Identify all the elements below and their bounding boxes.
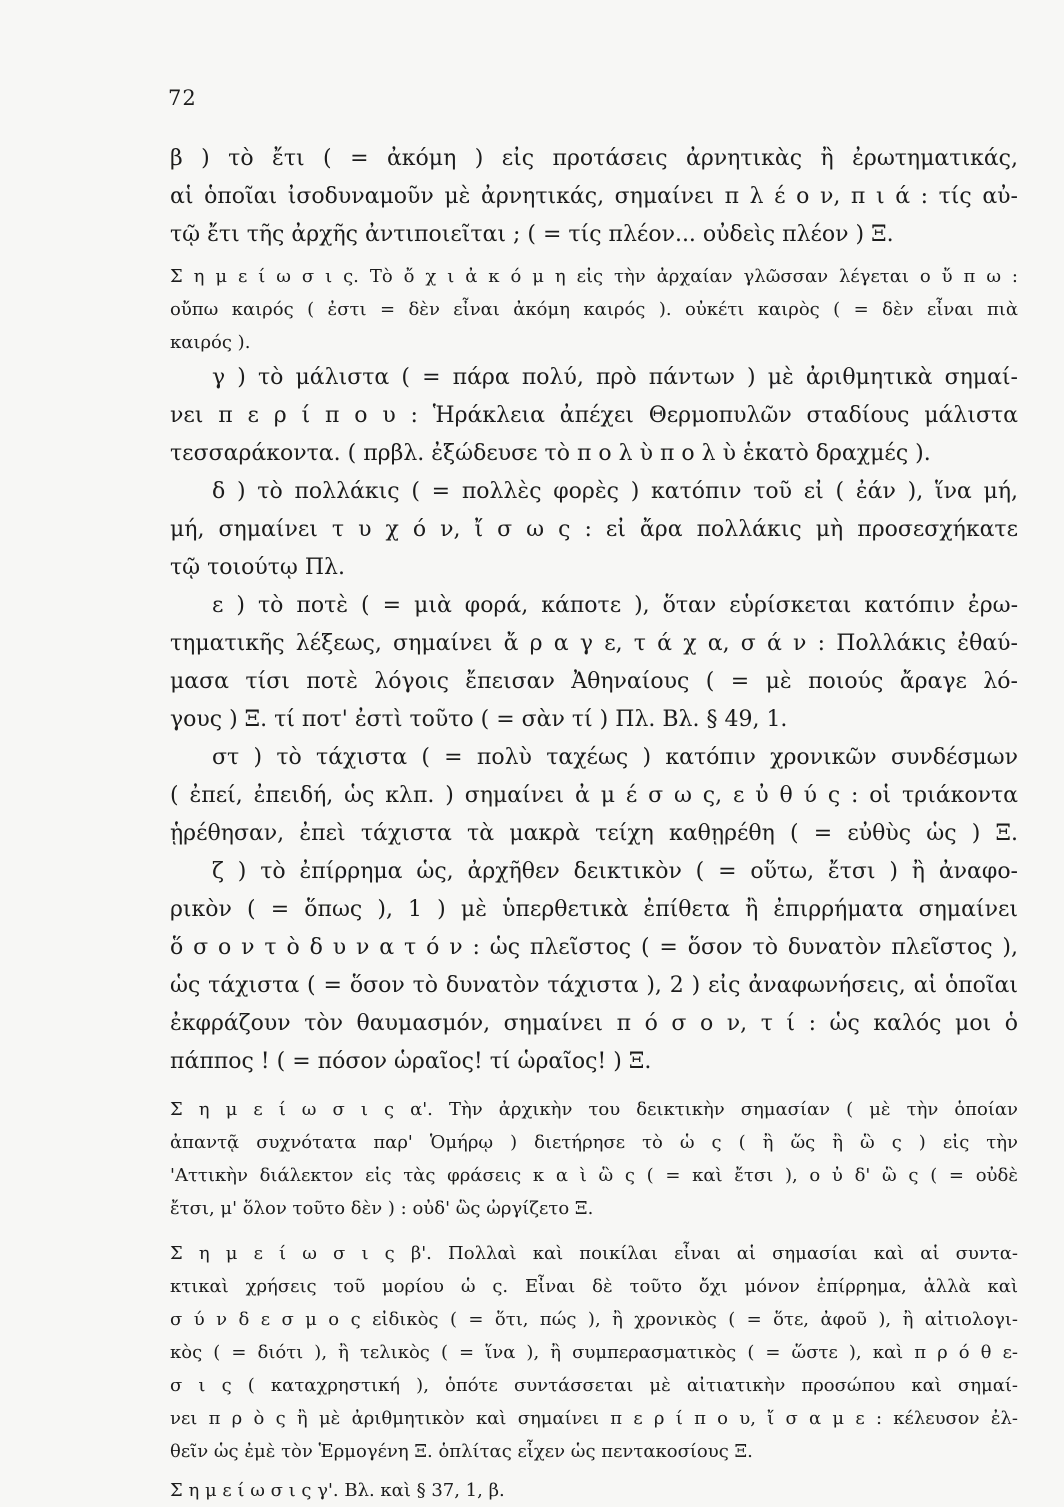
- text-line: ὡς τάχιστα ( = ὅσον τὸ δυνατὸν τάχιστα ), 2 ) εἰς ἀναφωνήσεις, αἱ ὁποῖαι: [170, 973, 1018, 998]
- text-line: ὅ σ ο ν τ ὸ δ υ ν α τ ό ν : ὡς πλεῖστος ( = ὅσον τὸ δυνατὸν πλεῖστος ),: [170, 935, 1018, 960]
- text-line: στ ) τὸ τάχιστα ( = πολὺ ταχέως ) κατόπιν χρονικῶν συνδέσμων: [212, 745, 1018, 770]
- paragraph-gap: [170, 1225, 1018, 1237]
- text-line: τεσσαράκοντα. ( πρβλ. ἐξώδευσε τὸ π ο λ ὺ π ο λ ὺ ἑκατὸ δραχμές ).: [170, 441, 931, 466]
- note-block: [170, 260, 1018, 359]
- text-line: γους ) Ξ. τί ποτ' ἐστὶ τοῦτο ( = σὰν τί ) Πλ. Βλ. § 49, 1.: [170, 707, 788, 732]
- text-line: ζ ) τὸ ἐπίρρημα ὡς, ἀρχῆθεν δεικτικὸν ( = οὕτω, ἔτσι ) ἢ ἀναφο-: [212, 859, 1018, 884]
- text-line: τῷ τοιούτῳ Πλ.: [170, 555, 345, 580]
- text-line: δ ) τὸ πολλάκις ( = πολλὲς φορὲς ) κατόπιν τοῦ εἰ ( ἐάν ), ἵνα μή,: [212, 479, 1018, 504]
- text-line: τηματικῆς λέξεως, σημαίνει ἄ ρ α γ ε, τ ά χ α, σ ά ν : Πολλάκις ἐθαύ-: [170, 631, 1018, 656]
- note-line: ἀπαντᾷ συχνότατα παρ' Ὁμήρῳ ) διετήρησε τὸ ὡ ς ( ἢ ὥς ἢ ὣ ς ) εἰς τὴν: [170, 1132, 1018, 1153]
- text-line: γ ) τὸ μάλιστα ( = πάρα πολύ, πρὸ πάντων ) μὲ ἀριθμητικὰ σημαί-: [212, 365, 1018, 390]
- text-line: ᾑρέθησαν, ἐπεὶ τάχιστα τὰ μακρὰ τείχη καθῃρέθη ( = εὐθὺς ὡς ) Ξ.: [170, 821, 1018, 846]
- note-line: Σ η μ ε ί ω σ ι ς β'. Πολλαὶ καὶ ποικίλαι εἶναι αἱ σημασίαι καὶ αἱ συντα-: [170, 1243, 1018, 1264]
- note-line: ἔτσι, μ' ὅλον τοῦτο δὲν ) : οὐδ' ὣς ὠργίζετο Ξ.: [170, 1198, 594, 1219]
- text-line: τῷ ἔτι τῆς ἀρχῆς ἀντιποιεῖται ; ( = τίς πλέον... οὐδεὶς πλέον ) Ξ.: [170, 222, 894, 247]
- note-line: νει π ρ ὸ ς ἢ μὲ ἀριθμητικὸν καὶ σημαίνει π ε ρ ί π ο υ, ἴ σ α μ ε : κέλευσον ἐλ-: [170, 1408, 1018, 1429]
- note-line: Σ η μ ε ί ω σ ι ς. Τὸ ὄ χ ι ἀ κ ό μ η εἰς τὴν ἀρχαίαν γλῶσσαν λέγεται ο ὔ π ω :: [170, 266, 1018, 287]
- text-line: μασα τίσι ποτὲ λόγοις ἔπεισαν Ἀθηναίους ( = μὲ ποιούς ἄραγε λό-: [170, 669, 1018, 694]
- note-line: σ ι ς ( καταχρηστική ), ὁπότε συντάσσεται μὲ αἰτιατικὴν προσώπου καὶ σημαί-: [170, 1375, 1018, 1396]
- page-number: 72: [168, 86, 197, 110]
- note-line: 'Αττικὴν διάλεκτον εἰς τὰς φράσεις κ α ὶ ὣ ς ( = καὶ ἔτσι ), ο ὐ δ' ὣ ς ( = οὐδὲ: [170, 1165, 1018, 1186]
- text-line: ρικὸν ( = ὅπως ), 1 ) μὲ ὑπερθετικὰ ἐπίθετα ἢ ἐπιρρήματα σημαίνει: [170, 897, 1018, 922]
- note-line: κτικαὶ χρήσεις τοῦ μορίου ὡ ς. Εἶναι δὲ τοῦτο ὄχι μόνον ἐπίρρημα, ἀλλὰ καὶ: [170, 1276, 1018, 1297]
- paragraph-gap: [170, 1081, 1018, 1093]
- note-block: [170, 1237, 1018, 1468]
- note-line: Σ η μ ε ί ω σ ι ς γ'. Βλ. καὶ § 37, 1, β.: [170, 1480, 505, 1501]
- text-line: μή, σημαίνει τ υ χ ό ν, ἴ σ ω ς : εἰ ἄρα πολλάκις μὴ προσεσχήκατε: [170, 517, 1018, 542]
- text-line: νει π ε ρ ί π ο υ : Ἡράκλεια ἀπέχει Θερμοπυλῶν σταδίους μάλιστα: [170, 403, 1018, 428]
- text-line: β ) τὸ ἔτι ( = ἀκόμη ) εἰς προτάσεις ἀρνητικὰς ἢ ἐρωτηματικάς,: [170, 146, 1018, 171]
- text-line: πάππος ! ( = πόσον ὡραῖος! τί ὡραῖος! ) Ξ.: [170, 1049, 652, 1074]
- note-line: Σ η μ ε ί ω σ ι ς α'. Τὴν ἀρχικὴν του δεικτικὴν σημασίαν ( μὲ τὴν ὁποίαν: [170, 1099, 1018, 1120]
- note-block: [170, 1474, 1018, 1507]
- note-line: σ ύ ν δ ε σ μ ο ς εἰδικὸς ( = ὅτι, πώς ), ἢ χρονικὸς ( = ὅτε, ἀφοῦ ), ἢ αἰτιολογι-: [170, 1309, 1018, 1330]
- note-line: θεῖν ὡς ἐμὲ τὸν Ἑρμογένη Ξ. ὁπλίτας εἶχεν ὡς πεντακοσίους Ξ.: [170, 1441, 753, 1462]
- text-line: ἐκφράζουν τὸν θαυμασμόν, σημαίνει π ό σ ο ν, τ ί : ὡς καλός μοι ὁ: [170, 1011, 1018, 1036]
- note-line: οὔπω καιρός ( ἐστι = δὲν εἶναι ἀκόμη καιρός ). οὐκέτι καιρὸς ( = δὲν εἶναι πιὰ: [170, 299, 1018, 320]
- note-line: κὸς ( = διότι ), ἢ τελικὸς ( = ἵνα ), ἢ συμπερασματικὸς ( = ὥστε ), καὶ π ρ ό θ ε-: [170, 1342, 1018, 1363]
- note-block: [170, 1093, 1018, 1225]
- text-line: ( ἐπεί, ἐπειδή, ὡς κλπ. ) σημαίνει ἀ μ έ σ ω ς, ε ὐ θ ύ ς : οἱ τριάκοντα: [170, 783, 1018, 808]
- page-text: [170, 140, 1018, 1507]
- text-line: ε ) τὸ ποτὲ ( = μιὰ φορά, κάποτε ), ὅταν εὑρίσκεται κατόπιν ἐρω-: [212, 593, 1018, 618]
- note-line: καιρός ).: [170, 332, 251, 353]
- text-line: αἱ ὁποῖαι ἰσοδυναμοῦν μὲ ἀρνητικάς, σημαίνει π λ έ ο ν, π ι ά : τίς αὐ-: [170, 184, 1018, 209]
